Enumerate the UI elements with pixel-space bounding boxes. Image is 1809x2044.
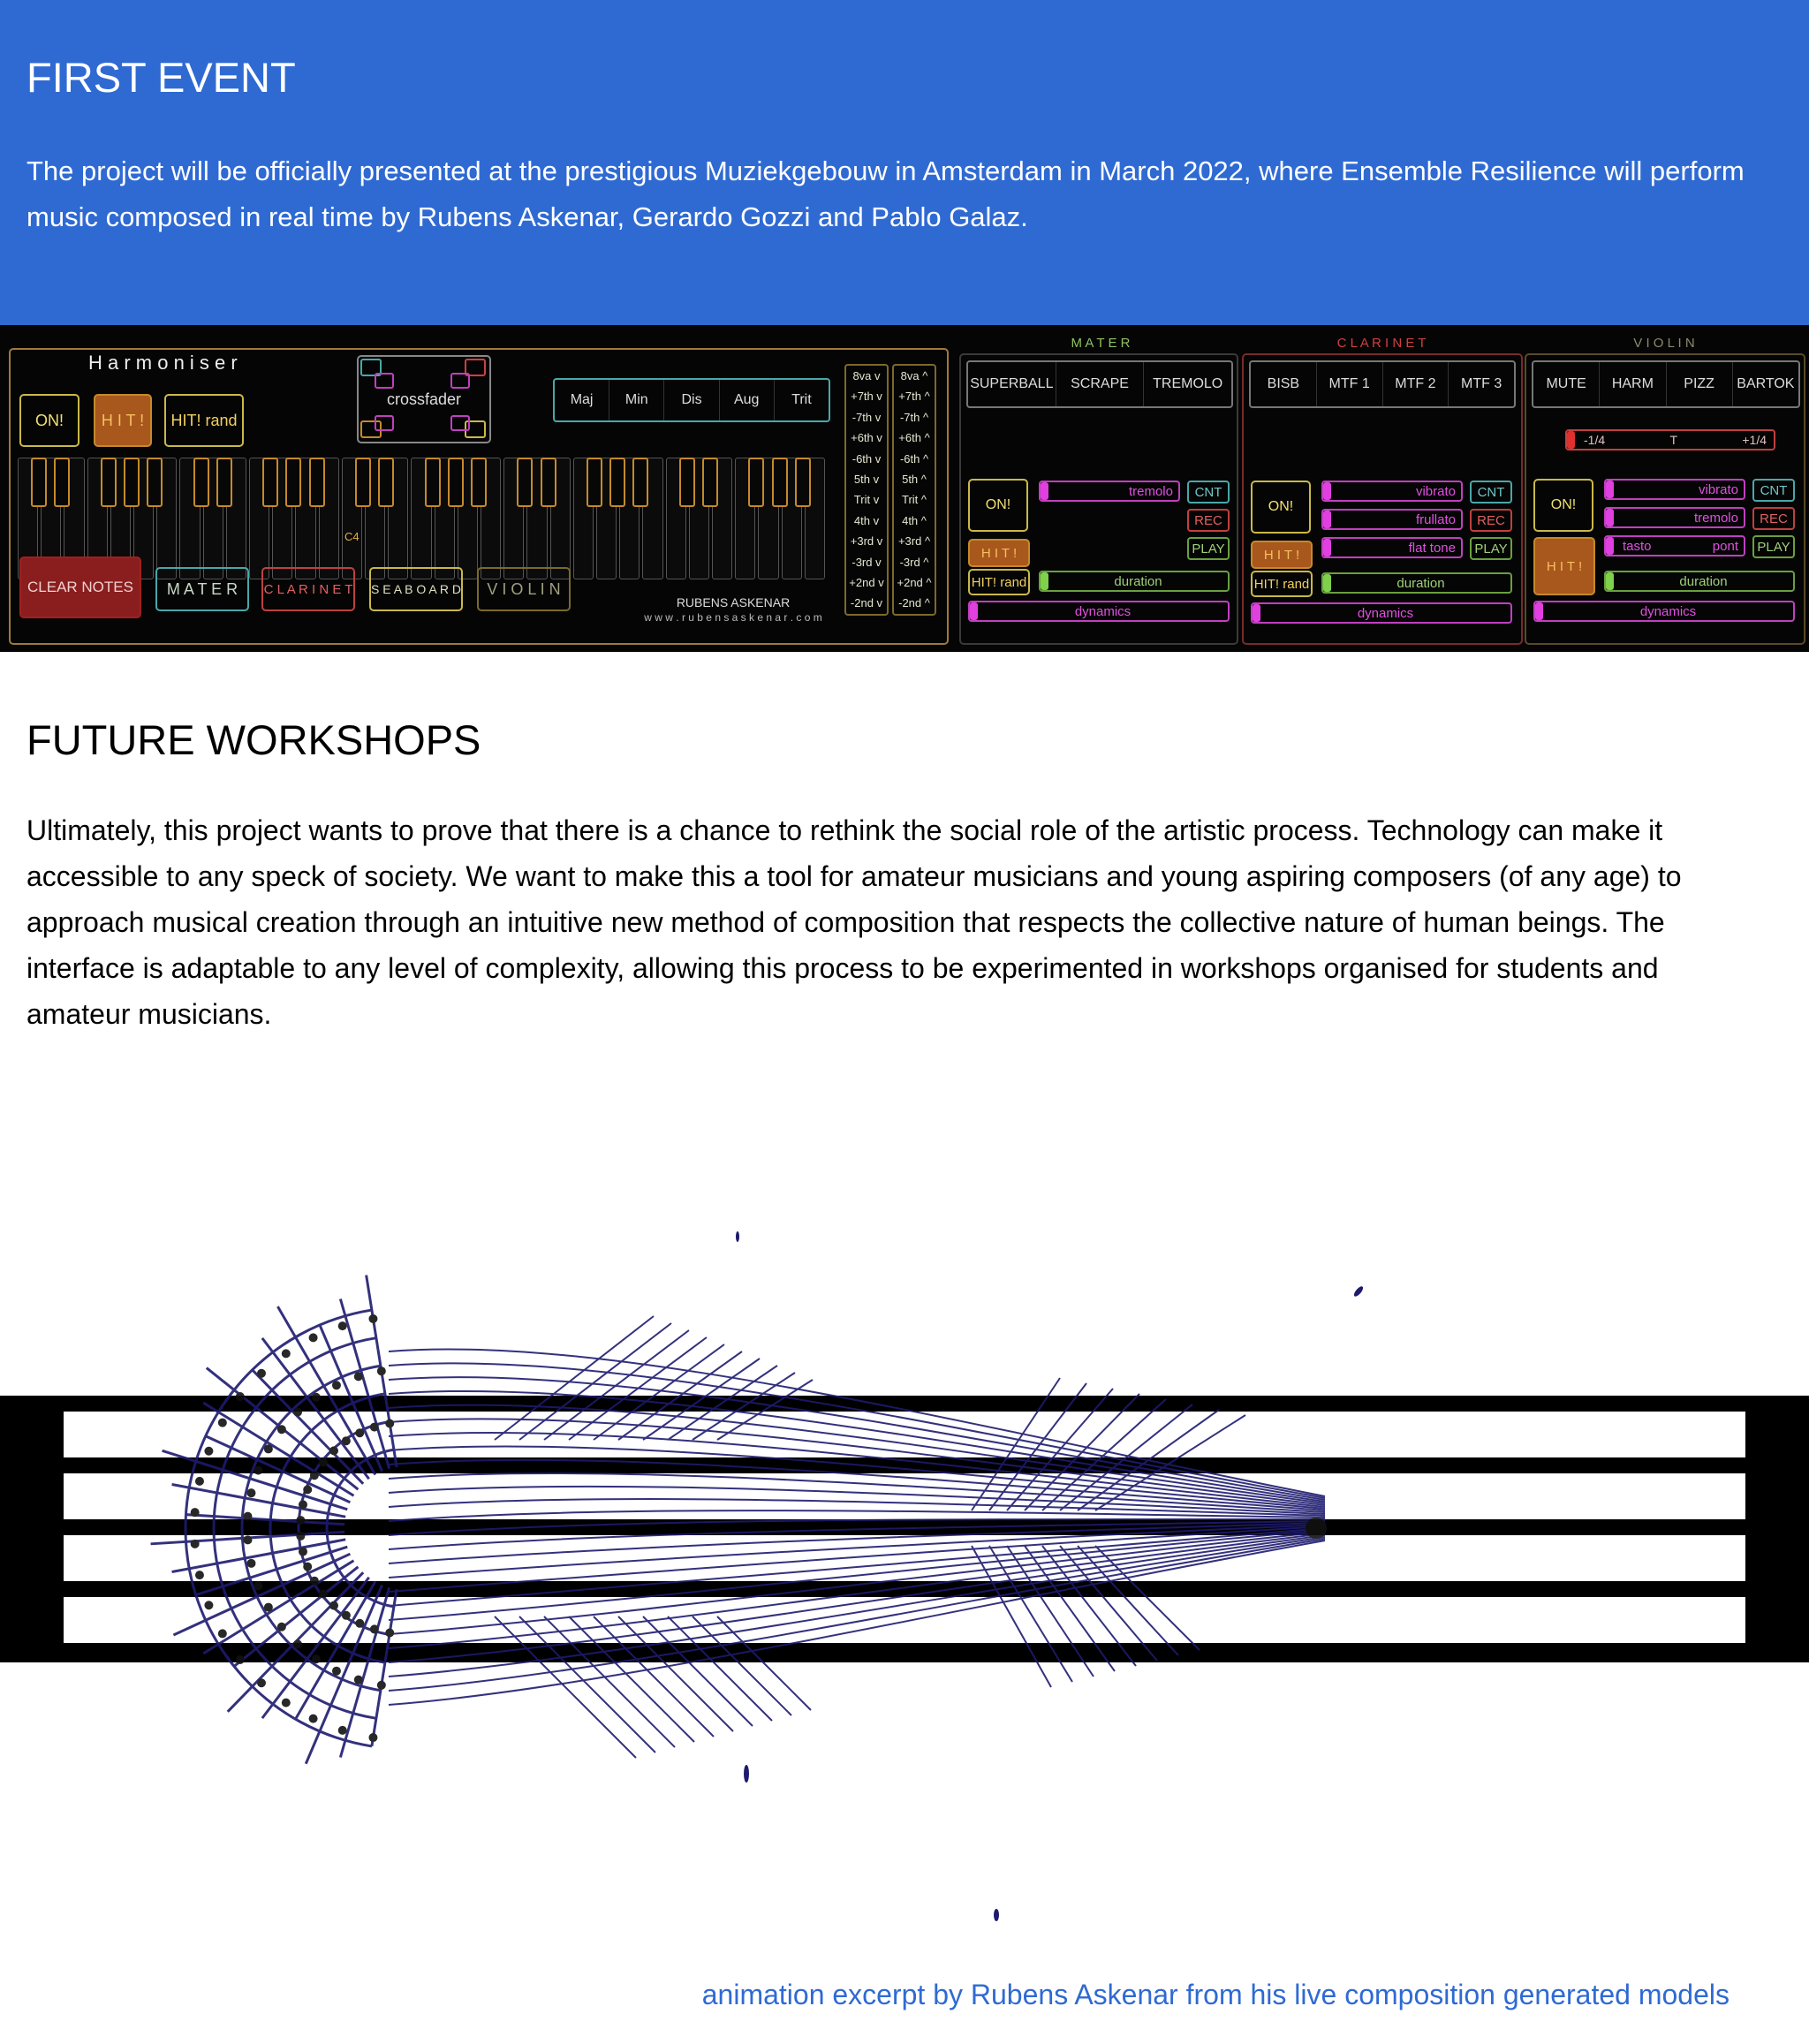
mater-rec-button[interactable]: REC — [1187, 509, 1230, 532]
violin-tuning-high: +1/4 — [1742, 433, 1767, 447]
interval-up-1[interactable]: +7th ^ — [898, 390, 930, 404]
crossfader-puck-magenta-2 — [450, 373, 470, 389]
interval-down-8[interactable]: +3rd v — [850, 534, 883, 549]
interval-down-7[interactable]: 4th v — [853, 513, 880, 527]
interval-up-9[interactable]: -3rd ^ — [899, 555, 929, 569]
violin-duration-label: duration — [1679, 573, 1728, 589]
interval-down-4[interactable]: -6th v — [852, 451, 882, 466]
interval-up-0[interactable]: 8va ^ — [900, 369, 928, 382]
chord-dis[interactable]: Dis — [664, 380, 719, 420]
clarinet-title: C L A R I N E T — [1336, 336, 1427, 351]
animation-caption-link[interactable]: animation excerpt by Rubens Askenar from his live composition generated models — [701, 1979, 1730, 2010]
interval-down-2[interactable]: -7th v — [852, 410, 882, 424]
stray-mark-1 — [736, 1231, 739, 1242]
black-key[interactable] — [193, 458, 209, 507]
violin-mode-bartok[interactable]: BARTOK — [1737, 376, 1795, 391]
violin-cnt-button[interactable]: CNT — [1752, 479, 1795, 502]
clarinet-frullato-label: frullato — [1415, 511, 1456, 527]
harmoniser-hit-button[interactable]: H I T ! — [94, 394, 152, 447]
violin-tuning-low: -1/4 — [1584, 433, 1606, 447]
mater-mode-selector[interactable] — [966, 360, 1233, 408]
clarinet-vibrato-slider[interactable] — [1321, 481, 1463, 502]
black-key[interactable] — [772, 458, 788, 507]
credit-name: RUBENS ASKENAR — [676, 595, 791, 609]
violin-tasto-pont-slider[interactable] — [1604, 535, 1745, 556]
mater-hit-rand-button[interactable]: HIT! rand — [968, 569, 1030, 595]
black-key[interactable] — [609, 458, 625, 507]
clarinet-mode-mtf3[interactable]: MTF 3 — [1461, 376, 1502, 391]
violin-tremolo-label: tremolo — [1693, 510, 1738, 526]
harmoniser-on-button[interactable]: ON! — [19, 394, 79, 447]
mater-title: M A T E R — [1071, 336, 1131, 351]
clarinet-duration-slider[interactable] — [1321, 572, 1512, 594]
black-key[interactable] — [425, 458, 441, 507]
chord-min[interactable]: Min — [609, 380, 664, 420]
violin-mode-mute[interactable]: MUTE — [1533, 362, 1600, 406]
animation-excerpt — [0, 1175, 1809, 1961]
mesh-animation-graphic — [0, 1175, 1809, 1961]
mater-mode-tremolo[interactable]: TREMOLO — [1153, 376, 1223, 391]
harmoniser-interface — [0, 325, 1809, 652]
clarinet-hit-button[interactable]: H I T ! — [1251, 541, 1313, 569]
violin-play-button[interactable]: PLAY — [1752, 535, 1795, 558]
instrument-mater-button[interactable]: M A T E R — [155, 567, 249, 611]
black-key[interactable] — [285, 458, 301, 507]
violin-dynamics-slider[interactable] — [1533, 601, 1795, 622]
interval-up-6[interactable]: Trit ^ — [902, 493, 927, 507]
first-event-title: FIRST EVENT — [26, 54, 296, 101]
interval-up-3[interactable]: +6th ^ — [898, 431, 930, 445]
stray-mark-3 — [744, 1765, 749, 1783]
instrument-violin-button[interactable]: V I O L I N — [477, 567, 571, 611]
black-key[interactable] — [471, 458, 487, 507]
mater-mode-superball[interactable]: SUPERBALL — [968, 362, 1056, 406]
clarinet-on-button[interactable]: ON! — [1251, 481, 1311, 534]
black-key[interactable] — [632, 458, 648, 507]
first-event-section — [0, 0, 1809, 325]
mater-on-button[interactable]: ON! — [968, 479, 1028, 532]
clarinet-play-button[interactable]: PLAY — [1470, 537, 1512, 560]
violin-hit-button[interactable]: H I T ! — [1533, 537, 1595, 595]
mater-hit-button[interactable]: H I T ! — [968, 539, 1030, 567]
chord-aug[interactable]: Aug — [720, 380, 775, 420]
mater-dynamics-slider[interactable] — [968, 601, 1230, 622]
clarinet-mode-bisb[interactable]: BISB — [1251, 362, 1317, 406]
c4-label: C4 — [344, 530, 360, 543]
first-event-body: The project will be officially presented at the prestigious Muziekgebouw in Amsterdam in March 2022, where Ensemble Resilience will perform music composed in real time by Rubens Askenar, Gerardo Gozzi and Pablo Galaz. — [26, 155, 1745, 232]
interval-down-9[interactable]: -3rd v — [852, 555, 882, 569]
violin-tuning-mid: T — [1669, 433, 1678, 447]
violin-title: V I O L I N — [1633, 336, 1695, 351]
interval-down-5[interactable]: 5th v — [853, 472, 880, 486]
interval-up-4[interactable]: -6th ^ — [899, 451, 929, 466]
black-key[interactable] — [679, 458, 695, 507]
violin-vibrato-label: vibrato — [1698, 481, 1738, 497]
interval-down-11[interactable]: -2nd v — [850, 596, 883, 610]
stray-mark-2 — [1352, 1285, 1365, 1298]
clarinet-dynamics-label: dynamics — [1357, 605, 1414, 621]
mater-duration-slider[interactable] — [1039, 571, 1230, 592]
black-key[interactable] — [748, 458, 764, 507]
black-key[interactable] — [124, 458, 140, 507]
interval-up-10[interactable]: +2nd ^ — [897, 575, 932, 589]
mater-dynamics-label: dynamics — [1074, 603, 1132, 619]
black-key[interactable] — [101, 458, 117, 507]
black-key[interactable] — [448, 458, 464, 507]
stray-mark-4 — [994, 1909, 999, 1921]
violin-dynamics-label: dynamics — [1639, 603, 1697, 619]
mater-tremolo-label: tremolo — [1128, 483, 1173, 499]
black-key[interactable] — [216, 458, 232, 507]
black-key[interactable] — [587, 458, 602, 507]
harmoniser-hit-rand-button[interactable]: HIT! rand — [164, 394, 244, 447]
future-workshops-body: Ultimately, this project wants to prove that there is a chance to rethink the social role of the artistic process. Technology can make it accessible to any speck of society. We want to make this a tool for amateur musicians and young aspiring composers (of any age) to approach musical creation through an intuitive new method of composition that respects the collective nature of human beings. The interface is adaptable to any level of complexity, allowing this process to be experimented in workshops organised for students and amateur musicians. — [26, 814, 1682, 1030]
chord-trit[interactable]: Trit — [791, 392, 812, 407]
clarinet-frullato-slider[interactable] — [1321, 509, 1463, 530]
intervals-up-column[interactable] — [892, 364, 936, 616]
interval-up-2[interactable]: -7th ^ — [899, 410, 929, 424]
violin-vibrato-slider[interactable] — [1604, 479, 1745, 500]
violin-tasto-label: tasto — [1623, 538, 1652, 554]
mater-play-button[interactable]: PLAY — [1187, 537, 1230, 560]
clarinet-rec-button[interactable]: REC — [1470, 509, 1512, 532]
instrument-seaboard-button[interactable]: S E A B O A R D — [369, 567, 463, 611]
violin-on-button[interactable]: ON! — [1533, 479, 1593, 532]
interval-down-10[interactable]: +2nd v — [849, 575, 884, 589]
mater-duration-label: duration — [1114, 573, 1162, 589]
chord-maj[interactable]: Maj — [555, 380, 609, 420]
clarinet-hit-rand-button[interactable]: HIT! rand — [1251, 571, 1313, 597]
black-key[interactable] — [541, 458, 556, 507]
violin-mode-pizz[interactable]: PIZZ — [1667, 362, 1733, 406]
crossfader-puck-magenta-1 — [375, 373, 394, 389]
interval-up-5[interactable]: 5th ^ — [902, 472, 927, 486]
crossfader-puck-magenta-4 — [450, 415, 470, 431]
clarinet-vibrato-label: vibrato — [1415, 483, 1456, 499]
clarinet-mode-mtf2[interactable]: MTF 2 — [1383, 362, 1449, 406]
interval-down-0[interactable]: 8va v — [852, 369, 881, 382]
crossfader-puck-magenta-3 — [375, 415, 394, 431]
interval-down-3[interactable]: +6th v — [851, 431, 882, 445]
violin-mode-selector[interactable] — [1532, 360, 1800, 408]
clarinet-duration-label: duration — [1396, 575, 1445, 591]
interval-down-1[interactable]: +7th v — [851, 390, 882, 404]
mater-mode-scrape[interactable]: SCRAPE — [1056, 362, 1145, 406]
clarinet-mode-mtf1[interactable]: MTF 1 — [1317, 362, 1383, 406]
black-key[interactable] — [795, 458, 811, 507]
black-key[interactable] — [378, 458, 394, 507]
violin-tremolo-slider[interactable] — [1604, 507, 1745, 528]
violin-mode-harm[interactable]: HARM — [1600, 362, 1666, 406]
clarinet-flat-tone-label: flat tone — [1408, 540, 1456, 556]
clarinet-dynamics-slider[interactable] — [1251, 602, 1512, 624]
future-workshops-title: FUTURE WORKSHOPS — [26, 716, 481, 763]
clarinet-mode-selector[interactable] — [1249, 360, 1516, 408]
black-key[interactable] — [54, 458, 70, 507]
violin-duration-slider[interactable] — [1604, 571, 1795, 592]
black-key[interactable] — [147, 458, 163, 507]
crossfader-label: crossfader — [386, 390, 462, 408]
clarinet-flat-tone-slider[interactable] — [1321, 537, 1463, 558]
mater-cnt-button[interactable]: CNT — [1187, 481, 1230, 503]
violin-rec-button[interactable]: REC — [1752, 507, 1795, 530]
clarinet-cnt-button[interactable]: CNT — [1470, 481, 1512, 503]
interval-up-7[interactable]: 4th ^ — [902, 513, 927, 527]
interval-up-11[interactable]: -2nd ^ — [898, 596, 930, 610]
intervals-down-column[interactable] — [844, 364, 889, 616]
chord-selector[interactable] — [553, 378, 830, 422]
violin-tuning-slider[interactable] — [1565, 429, 1775, 450]
mater-tremolo-slider[interactable] — [1039, 481, 1180, 502]
black-key[interactable] — [355, 458, 371, 507]
black-key[interactable] — [262, 458, 278, 507]
interval-down-6[interactable]: Trit v — [853, 493, 880, 507]
black-key[interactable] — [517, 458, 533, 507]
black-key[interactable] — [309, 458, 325, 507]
interval-up-8[interactable]: +3rd ^ — [897, 534, 931, 549]
credit-url: w w w . r u b e n s a s k e n a r . c o m — [644, 611, 822, 624]
black-key[interactable] — [31, 458, 47, 507]
black-key[interactable] — [702, 458, 718, 507]
instrument-clarinet-button[interactable]: C L A R I N E T — [261, 567, 355, 611]
violin-pont-label: pont — [1712, 538, 1738, 554]
clear-notes-button[interactable]: CLEAR NOTES — [19, 556, 141, 618]
harmoniser-title: H a r m o n i s e r — [88, 352, 238, 374]
